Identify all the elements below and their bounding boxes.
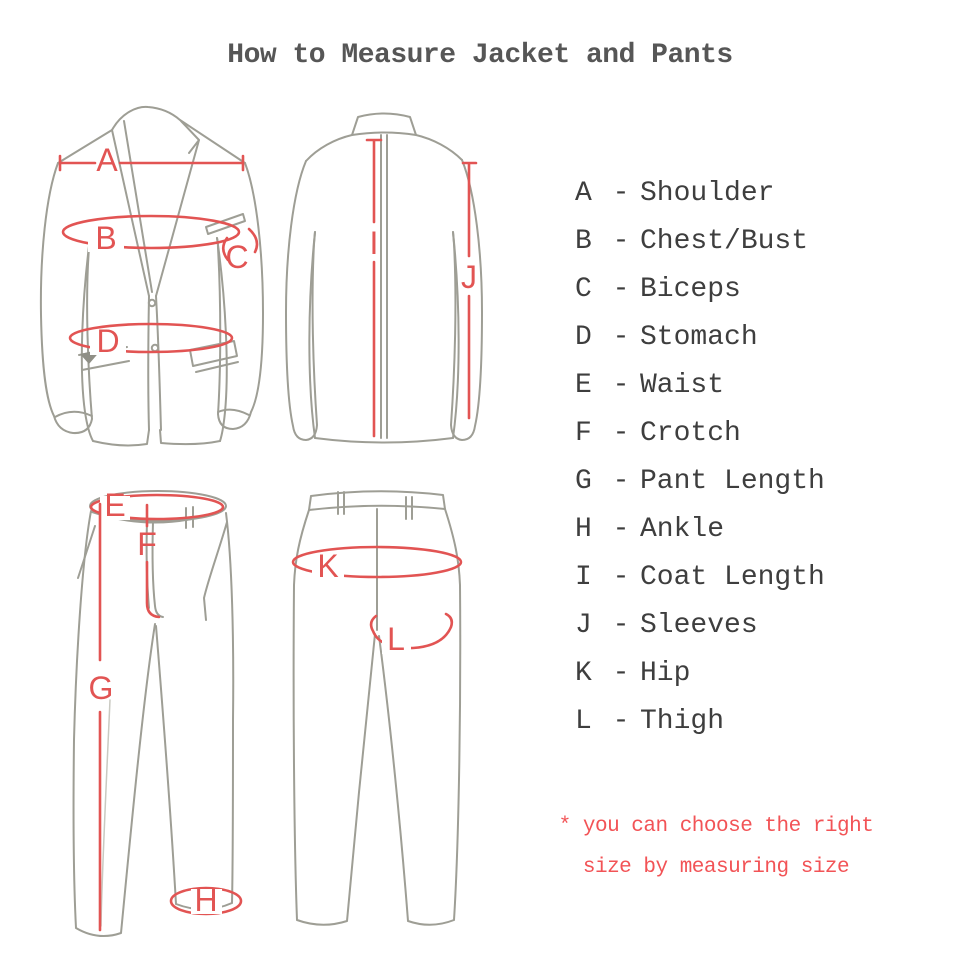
marker-K: K	[317, 548, 339, 584]
legend-label: Biceps	[640, 273, 741, 305]
legend-letter: E	[575, 369, 592, 401]
marker-F: F	[137, 526, 157, 562]
legend-label: Stomach	[640, 321, 758, 353]
legend-dash: -	[612, 465, 630, 497]
legend-letter: J	[575, 609, 592, 641]
legend-dash: -	[612, 177, 630, 209]
legend-letter: H	[575, 513, 592, 545]
legend-dash: -	[612, 513, 630, 545]
legend-label: Coat Length	[640, 561, 825, 593]
marker-B: B	[95, 220, 117, 256]
legend-row-coat-length	[575, 553, 825, 601]
jacket-back-hem	[315, 438, 453, 443]
legend-label: Sleeves	[640, 609, 758, 641]
legend-dash: -	[612, 657, 630, 689]
measure-line-A	[60, 156, 243, 170]
legend-row-ankle	[575, 505, 825, 553]
legend-label: Thigh	[640, 705, 725, 737]
legend-dash: -	[612, 609, 630, 641]
jacket-back-body-sides	[309, 232, 458, 438]
legend-label: Waist	[640, 369, 725, 401]
legend-label: Chest/Bust	[640, 225, 809, 257]
jacket-back-left-sleeve	[286, 161, 317, 440]
jacket-button	[149, 300, 155, 306]
sizing-note-line2: size by measuring size	[582, 856, 850, 879]
legend-dash: -	[612, 273, 630, 305]
jacket-back-shoulders	[306, 135, 462, 161]
jacket-front-drawing	[41, 107, 263, 446]
marker-I: I	[369, 225, 379, 261]
page-title: How to Measure Jacket and Pants	[227, 40, 733, 71]
jacket-button	[152, 345, 158, 351]
legend-row-pant-length	[575, 457, 825, 505]
legend-row-stomach	[575, 313, 825, 361]
legend-letter: G	[575, 465, 592, 497]
pants-front-right-leg	[156, 513, 233, 909]
jacket-back-collar	[352, 114, 416, 136]
measure-line-I	[367, 140, 381, 436]
legend-letter: D	[575, 321, 592, 353]
pants-back-waistband	[309, 491, 445, 510]
legend-row-crotch	[575, 409, 825, 457]
marker-H: H	[194, 882, 218, 918]
jacket-back-drawing	[286, 114, 482, 443]
jacket-back-center-seam	[381, 135, 387, 438]
marker-J: J	[461, 259, 477, 295]
legend-dash: -	[612, 417, 630, 449]
marker-D: D	[96, 323, 120, 359]
legend-dash: -	[612, 225, 630, 257]
jacket-back-right-sleeve	[451, 160, 482, 440]
jacket-front-hem	[93, 430, 220, 445]
legend-dash: -	[612, 369, 630, 401]
legend-letter: F	[575, 417, 592, 449]
marker-C: C	[225, 239, 249, 275]
legend-row-waist	[575, 361, 825, 409]
legend-row-hip	[575, 649, 825, 697]
pants-front-drawing	[74, 487, 241, 936]
jacket-front-lapels	[112, 121, 199, 296]
legend-dash: -	[612, 321, 630, 353]
legend-letter: A	[575, 177, 592, 209]
pants-front-crease	[101, 700, 110, 926]
marker-L: L	[387, 621, 405, 657]
marker-E: E	[104, 487, 126, 523]
marker-G: G	[88, 670, 114, 706]
legend-letter: I	[575, 561, 592, 593]
sizing-note-line1: * you can choose the right	[558, 815, 874, 838]
legend-label: Crotch	[640, 417, 741, 449]
jacket-front-shoulders	[58, 107, 245, 163]
legend-letter: B	[575, 225, 592, 257]
legend-row-thigh	[575, 697, 825, 745]
legend-dash: -	[612, 705, 630, 737]
marker-A: A	[96, 142, 118, 178]
legend-row-sleeves	[575, 601, 825, 649]
legend-dash: -	[612, 561, 630, 593]
sizing-note	[540, 806, 892, 888]
legend-letter: L	[575, 705, 592, 737]
legend-label: Hip	[640, 657, 691, 689]
legend-row-chest	[575, 217, 825, 265]
legend-letter: K	[575, 657, 592, 689]
legend-row-shoulder	[575, 169, 825, 217]
legend-label: Ankle	[640, 513, 725, 545]
pants-back-drawing	[293, 491, 461, 925]
legend-letter: C	[575, 273, 592, 305]
jacket-front-closure	[148, 296, 161, 430]
legend-row-biceps	[575, 265, 825, 313]
pants-front-left-leg	[74, 511, 155, 936]
legend-label: Shoulder	[640, 177, 775, 209]
jacket-front-right-cuff	[218, 410, 249, 415]
legend-label: Pant Length	[640, 465, 825, 497]
measurement-legend	[575, 169, 825, 745]
